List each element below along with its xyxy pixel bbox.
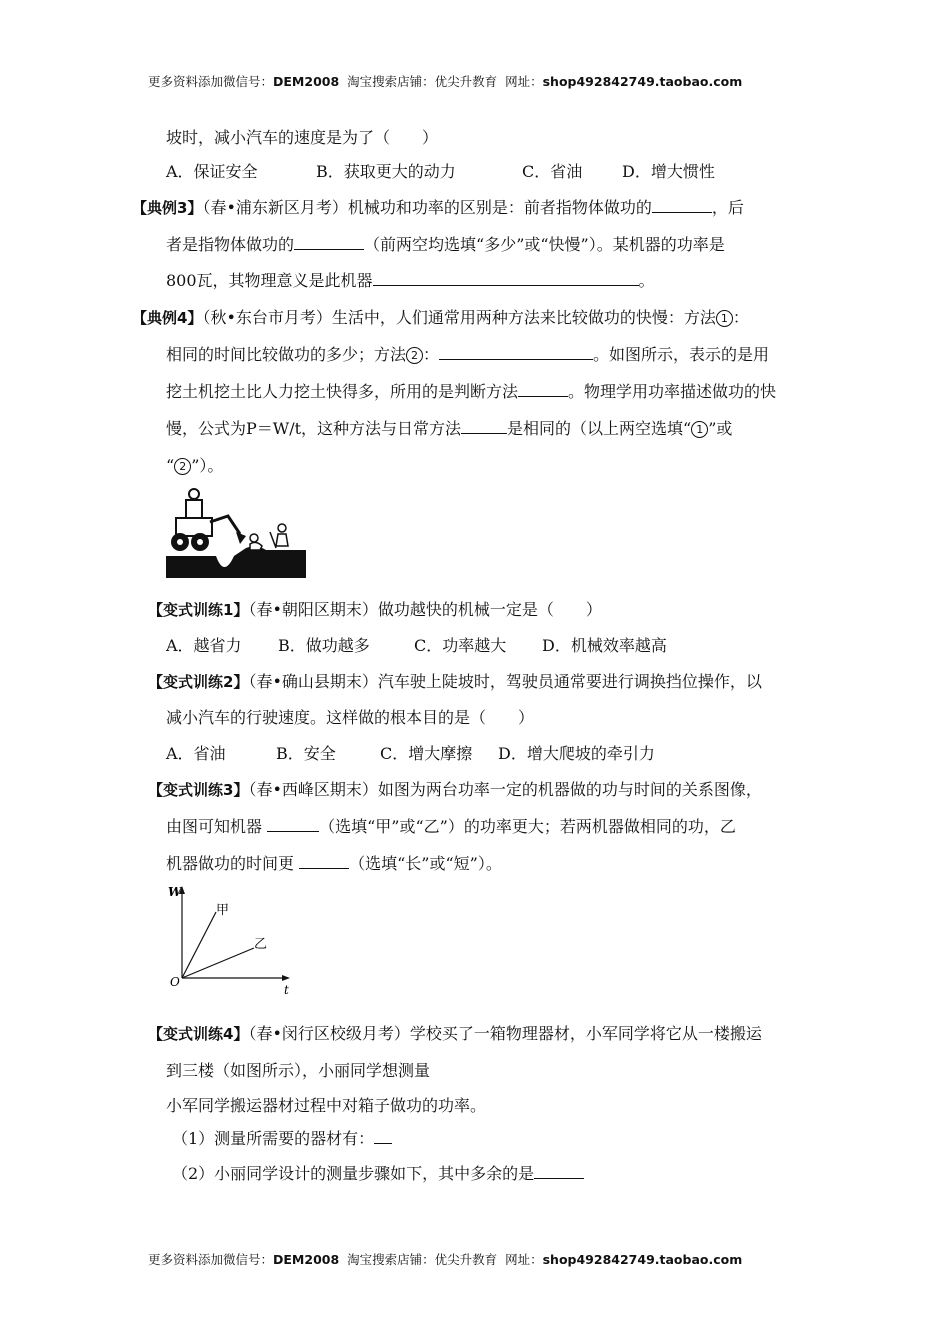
excavator-bucket: [236, 532, 246, 544]
worker-2-body: [276, 534, 288, 546]
example-3-text-3a: 800瓦，其物理意义是此机器: [166, 271, 373, 290]
example-3-text-3b: 。: [638, 271, 655, 290]
variant-4-text-1: （春•闵行区校级月考）学校买了一箱物理器材，小军同学将它从一楼搬运: [248, 1024, 762, 1043]
x-axis-label: t: [284, 983, 289, 997]
option-b: B．安全: [276, 744, 336, 763]
answer-blank[interactable]: [373, 271, 639, 286]
example-4-line-1: [132, 308, 749, 328]
example-3-text-1b: ，后: [711, 198, 744, 217]
origin-label: O: [170, 975, 180, 989]
line-jia-label: 甲: [216, 903, 230, 918]
answer-blank[interactable]: [439, 345, 593, 360]
operator-head: [189, 489, 199, 499]
example-4-text-1b: ：: [732, 308, 749, 327]
option-d: D．增大惯性: [622, 162, 715, 181]
excavator-arm: [210, 516, 240, 534]
header-wechat: DEM2008: [273, 74, 340, 89]
header-prefix: 更多资料添加微信号：: [148, 74, 274, 89]
example-4-text-2a: 相同的时间比较做功的多少；方法: [166, 345, 407, 364]
variant-3-tag: 【变式训练3】: [148, 781, 249, 799]
header-shop: 淘宝搜索店铺：优尖升教育: [347, 74, 498, 89]
example-4-text-4b: 是相同的（以上两空选填“: [507, 419, 692, 438]
example-3-line-3: [166, 271, 655, 291]
example-3-line-2: [166, 235, 725, 255]
variant-3-line-2: [166, 817, 736, 837]
variant-4-sub-2: [172, 1164, 584, 1184]
option-d: D．增大爬坡的牵引力: [498, 744, 655, 763]
circled-one: 1: [716, 310, 733, 327]
variant-2-text-1: （春•确山县期末）汽车驶上陡坡时，驾驶员通常要进行调换挡位操作，以: [248, 672, 762, 691]
example-4-text-5b: ”）。: [191, 456, 224, 475]
answer-blank[interactable]: [534, 1164, 584, 1179]
example-4-text-3a: 挖土机挖土比人力挖土快得多，所用的是判断方法: [166, 382, 519, 401]
variant-2-line-2: 减小汽车的行驶速度。这样做的根本目的是（ ）: [166, 708, 535, 727]
ground-shape: [166, 546, 306, 578]
circled-two: 2: [406, 347, 423, 364]
option-b: B．获取更大的动力: [316, 162, 456, 181]
example-3-tag: 【典例3】: [132, 199, 203, 217]
variant-4-tag: 【变式训练4】: [148, 1025, 249, 1043]
example-3-text-2a: 者是指物体做功的: [166, 235, 295, 254]
variant-1-line-1: [148, 600, 602, 620]
prev-question-stem: 坡时，减小汽车的速度是为了（ ）: [166, 128, 439, 147]
variant-2-line-1: [148, 672, 762, 692]
line-yi: [182, 948, 254, 978]
variant-4-sub-2-text: （2）小丽同学设计的测量步骤如下，其中多余的是: [172, 1164, 535, 1183]
option-a: A．保证安全: [166, 162, 258, 181]
circled-one: 1: [691, 421, 708, 438]
variant-4-sub-1-text: （1）测量所需要的器材有：: [172, 1129, 375, 1148]
y-axis-label: W: [168, 885, 182, 899]
footer-wechat: DEM2008: [273, 1252, 340, 1267]
variant-4-line-2: 到三楼（如图所示），小丽同学想测量: [166, 1061, 431, 1080]
example-4-line-3: [166, 382, 776, 402]
variant-3-text-3a: 机器做功的时间更: [166, 854, 300, 873]
worker-2-head: [278, 524, 286, 532]
example-4-line-5: [166, 456, 223, 476]
excavator-illustration: [166, 486, 306, 578]
line-jia: [182, 912, 216, 978]
option-c: C．增大摩擦: [380, 744, 473, 763]
variant-4-sub-1: [172, 1129, 392, 1149]
example-4-text-4c: ”或: [708, 419, 733, 438]
variant-3-text-3b: （选填“长”或“短”）。: [349, 854, 502, 873]
answer-blank[interactable]: [267, 817, 319, 832]
work-time-graph: [166, 882, 296, 998]
shovel: [270, 532, 276, 548]
variant-1-tag: 【变式训练1】: [148, 601, 249, 619]
variant-1-options: [166, 636, 667, 656]
example-3-text-2b: （前两空均选填“多少”或“快慢”）。某机器的功率是: [364, 235, 725, 254]
option-a: A．越省力: [166, 636, 242, 655]
footer-site-label: 网址：: [505, 1252, 543, 1267]
x-axis-arrow: [282, 975, 290, 981]
example-4-text-2b: ：: [423, 345, 440, 364]
variant-4-line-3: 小军同学搬运器材过程中对箱子做功的功率。: [166, 1096, 487, 1115]
variant-2-options: [166, 744, 655, 764]
answer-blank[interactable]: [518, 382, 568, 397]
answer-blank[interactable]: [652, 198, 712, 213]
variant-3-text-2a: 由图可知机器: [166, 817, 268, 836]
worker-1-body: [250, 542, 262, 550]
page-header: [148, 72, 742, 90]
variant-2-tag: 【变式训练2】: [148, 673, 249, 691]
footer-shop: 淘宝搜索店铺：优尖升教育: [347, 1252, 498, 1267]
header-site-label: 网址：: [505, 74, 543, 89]
example-4-text-2c: 。如图所示，表示的是用: [593, 345, 770, 364]
example-3-text-1a: （春•浦东新区月考）机械功和功率的区别是：前者指物体做功的: [202, 198, 652, 217]
variant-4-line-1: [148, 1024, 762, 1044]
example-4-text-5a: “: [166, 456, 175, 475]
example-4-line-2: [166, 345, 769, 365]
variant-3-text-2b: （选填“甲”或“乙”）的功率更大；若两机器做相同的功，乙: [319, 817, 736, 836]
footer-site: shop492842749.taobao.com: [542, 1252, 743, 1267]
page-footer: [148, 1250, 742, 1268]
example-4-line-4: [166, 419, 732, 439]
prev-question-options: [166, 162, 715, 182]
answer-blank[interactable]: [294, 235, 364, 250]
option-b: B．做功越多: [278, 636, 370, 655]
option-a: A．省油: [166, 744, 226, 763]
variant-3-text-1: （春•西峰区期末）如图为两台功率一定的机器做的功与时间的关系图像，: [248, 780, 762, 799]
line-yi-label: 乙: [254, 937, 268, 952]
answer-blank[interactable]: [461, 419, 507, 434]
footer-prefix: 更多资料添加微信号：: [148, 1252, 274, 1267]
option-c: C．功率越大: [414, 636, 507, 655]
variant-3-line-3: [166, 854, 502, 874]
example-3-line-1: [132, 198, 744, 218]
example-4-tag: 【典例4】: [132, 309, 203, 327]
option-c: C．省油: [522, 162, 583, 181]
circled-two: 2: [174, 458, 191, 475]
option-d: D．机械效率越高: [542, 636, 667, 655]
answer-blank[interactable]: [374, 1129, 392, 1144]
variant-3-line-1: [148, 780, 762, 800]
header-site: shop492842749.taobao.com: [542, 74, 743, 89]
example-4-text-1a: （秋•东台市月考）生活中，人们通常用两种方法来比较做功的快慢：方法: [202, 308, 716, 327]
example-4-text-4a: 慢，公式为P＝W/t，这种方法与日常方法: [166, 419, 462, 438]
worker-1-head: [250, 534, 258, 542]
variant-1-stem: （春•朝阳区期末）做功越快的机械一定是（ ）: [248, 600, 602, 619]
answer-blank[interactable]: [299, 854, 349, 869]
example-4-text-3b: 。物理学用功率描述做功的快: [568, 382, 777, 401]
excavator-cab: [186, 500, 202, 518]
